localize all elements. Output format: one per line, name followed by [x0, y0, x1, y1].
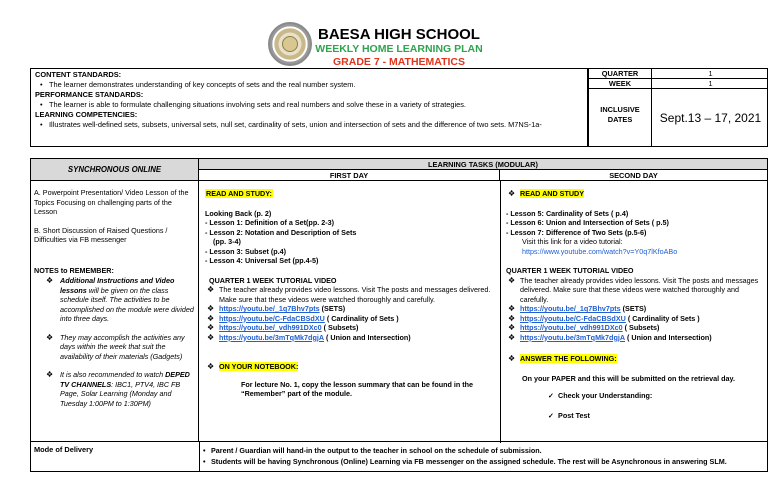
synchronous-heading: SYNCHRONOUS ONLINE	[31, 159, 198, 181]
first-day-content	[205, 185, 495, 399]
video-link-item[interactable]: ❖ https://youtu.be/_vdh991DXc0 ( Subsets)	[207, 323, 359, 332]
diamond-bullet-icon: ❖	[46, 332, 54, 342]
item-a: A. Powerpoint Presentation/ Video Lesson of the Topics Focusing on challenging parts of the Lesson	[34, 188, 189, 216]
grade-title: GRADE 7 - MATHEMATICS	[332, 56, 466, 68]
video-link[interactable]: https://youtu.be/_vdh991DXc0	[219, 323, 322, 332]
video-link[interactable]: https://youtu.be/_1q7Bhv7pts	[219, 304, 320, 313]
learning-competencies-text: • Illustrates well-defined sets, subsets, universal sets, null set, cardinality of sets, union and intersection of sets and the difference of two sets. M7NS-1a-	[35, 120, 583, 130]
first-day-tutorial-heading: QUARTER 1 WEEK TUTORIAL VIDEO	[209, 275, 337, 285]
lesson-line: - Lesson 7: Difference of Two Sets (p.5-6)	[506, 227, 647, 237]
diamond-bullet-icon: ❖	[508, 323, 516, 332]
note-2	[34, 333, 196, 362]
video-link-item[interactable]: ❖ https://youtu.be/3mTqMk7dgjA ( Union and Intersection)	[508, 332, 712, 342]
mode-of-delivery-row	[30, 442, 768, 472]
learning-plan-page	[30, 0, 768, 501]
youtube-link[interactable]: https://www.youtube.com/watch?v=Y0q7lKfoABo	[522, 246, 678, 256]
notebook-text: For lecture No. 1, copy the lesson summary that can be found in the “Remember” part of the module.	[241, 379, 474, 398]
lesson-line: - Lesson 6: Union and Intersection of Sets ( p.5)	[506, 218, 669, 227]
diamond-bullet-icon: ❖	[46, 370, 54, 379]
lesson-line: - Lesson 1: Definition of a Set(pp. 2-3)	[205, 218, 334, 227]
video-link-item[interactable]: ❖ https://youtu.be/_vdh991DXc0 ( Subsets)	[508, 323, 660, 332]
lesson-line: - Lesson 2: Notation and Description of Sets	[205, 227, 357, 237]
note-2-text: They may accomplish the activities any days within the week that suit the availability of their materials (Gadgets)	[60, 332, 185, 361]
dates-row	[588, 88, 768, 147]
answer-item	[506, 354, 764, 364]
video-link-item[interactable]: ❖ https://youtu.be/_1q7Bhv7pts (SETS)	[508, 304, 647, 313]
second-day-tutorial-text: ❖ The teacher already provides video lessons. Visit The posts and messages delivered. Make sure that these videos were watched thoroughly and carefully.	[508, 275, 759, 304]
quarter-value: 1	[651, 69, 768, 78]
diamond-bullet-icon: ❖	[508, 189, 516, 198]
plan-title: WEEKLY HOME LEARNING PLAN	[315, 43, 483, 55]
video-link-item[interactable]: ❖ https://youtu.be/3mTqMk7dgjA ( Union and Intersection)	[207, 332, 411, 342]
check-item: ✓ Post Test	[548, 410, 590, 420]
checkmark-icon: ✓	[548, 410, 555, 420]
school-name: BAESA HIGH SCHOOL	[318, 26, 480, 43]
checkmark-icon: ✓	[548, 391, 555, 400]
answer-text: On your PAPER and this will be submitted on the retrieval day.	[522, 373, 735, 383]
diamond-bullet-icon: ❖	[207, 285, 215, 294]
mode-label: Mode of Delivery	[34, 445, 94, 454]
video-link[interactable]: https://youtu.be/3mTqMk7dgjA	[520, 332, 626, 342]
second-day-read-label: READ AND STUDY	[520, 189, 585, 198]
dates-label-line2: DATES	[607, 115, 633, 124]
performance-standards-text: • The learner is able to formulate challenging situations involving sets and real numbers and solve these in a variety of strategies.	[35, 100, 583, 110]
note-1-bold: Additional Instructions and Video lessons	[60, 276, 175, 295]
note-1	[34, 276, 196, 324]
note-3-pre: It is also recommended to watch	[60, 370, 166, 379]
first-day-read-label: READ AND STUDY:	[206, 189, 272, 198]
learning-tasks-heading: LEARNING TASKS (MODULAR)	[199, 159, 767, 170]
content-standards-text: • The learner demonstrates understanding of key concepts of sets and the real number system.	[35, 80, 583, 90]
performance-standards-heading: PERFORMANCE STANDARDS:	[35, 90, 144, 99]
item-b: B. Short Discussion of Raised Questions / Difficulties via FB messenger	[34, 225, 168, 244]
standards-block	[30, 68, 588, 147]
video-link[interactable]: https://youtu.be/C-FdaCBSdXU	[520, 313, 626, 323]
video-link-item[interactable]: ❖ https://youtu.be/C-FdaCBSdXU ( Cardinality of Sets )	[207, 313, 399, 323]
diamond-bullet-icon: ❖	[207, 323, 215, 332]
notebook-label: ON YOUR NOTEBOOK:	[219, 362, 299, 371]
lesson-line: - Lesson 4: Universal Set (pp.4-5)	[205, 256, 319, 265]
note-3-bold: DEPED TV CHANNELS	[60, 370, 190, 389]
lesson-line: - Lesson 3: Subset (p.4)	[205, 246, 287, 256]
diamond-bullet-icon: ❖	[207, 304, 215, 313]
notebook-item	[205, 362, 495, 372]
dates-label	[589, 89, 651, 146]
mode-item: • Students will be having Synchronous (Online) Learning via FB messenger on the assigned schedule. The rest will be Asynchronous in answering SLM.	[203, 457, 763, 468]
synchronous-column	[31, 159, 199, 441]
second-day-content	[506, 185, 764, 420]
learning-tasks-column	[199, 159, 767, 441]
dates-label-line1: INCLUSIVE	[600, 105, 640, 114]
diamond-bullet-icon: ❖	[207, 332, 215, 342]
learning-competencies-heading: LEARNING COMPETENCIES:	[35, 110, 138, 119]
content-standards-heading: CONTENT STANDARDS:	[35, 70, 122, 79]
lesson-line: (pp. 3-4)	[213, 237, 241, 246]
week-value: 1	[651, 79, 768, 88]
diamond-bullet-icon: ❖	[207, 362, 215, 371]
video-link[interactable]: https://youtu.be/_vdh991DXc0	[520, 323, 623, 332]
second-day-read-item	[506, 189, 764, 199]
lesson-line: Looking Back (p. 2)	[205, 208, 272, 218]
first-day-tutorial-text: ❖ The teacher already provides video lessons. Visit The posts and messages delivered. Make sure that these videos were watched thoroughly and carefully.	[207, 285, 491, 304]
notes-heading: NOTES to REMEMBER:	[34, 265, 114, 275]
answer-label: ANSWER THE FOLLOWING:	[520, 354, 617, 363]
video-link[interactable]: https://youtu.be/3mTqMk7dgjA	[219, 332, 325, 342]
diamond-bullet-icon: ❖	[508, 275, 516, 285]
diamond-bullet-icon: ❖	[508, 304, 516, 313]
diamond-bullet-icon: ❖	[508, 313, 516, 323]
video-link-item[interactable]: ❖ https://youtu.be/C-FdaCBSdXU ( Cardinality of Sets )	[508, 313, 700, 323]
day-header-row	[199, 170, 767, 181]
note-3-rest: : IBC1, PTV4, IBC FB Page, Solar Learning (Monday and Tuesday 1:00PM to 1:30PM)	[60, 379, 181, 408]
note-1-rest: will be given on the class schedule itself. The activities to be accomplished on the module were divided into three days.	[60, 285, 194, 323]
video-intro: Visit this link for a video tutorial:	[522, 237, 623, 246]
diamond-bullet-icon: ❖	[46, 276, 54, 285]
check-item: ✓ Check your Understanding:	[548, 391, 653, 400]
second-day-label: SECOND DAY	[609, 171, 658, 180]
first-day-label: FIRST DAY	[199, 170, 500, 181]
diamond-bullet-icon: ❖	[508, 332, 516, 342]
note-3	[34, 370, 196, 408]
lesson-line: - Lesson 5: Cardinality of Sets ( p.4)	[506, 208, 629, 218]
video-link[interactable]: https://youtu.be/C-FdaCBSdXU	[219, 313, 325, 323]
header	[30, 0, 768, 68]
second-day-tutorial-heading: QUARTER 1 WEEK TUTORIAL VIDEO	[506, 266, 634, 275]
main-table	[30, 158, 768, 442]
diamond-bullet-icon: ❖	[508, 354, 516, 363]
video-link-item[interactable]: ❖ https://youtu.be/_1q7Bhv7pts (SETS)	[207, 304, 346, 313]
video-link[interactable]: https://youtu.be/_1q7Bhv7pts	[520, 304, 621, 313]
diamond-bullet-icon: ❖	[207, 313, 215, 323]
dates-value: Sept.13 – 17, 2021	[651, 89, 768, 146]
week-label: WEEK	[608, 79, 632, 88]
quarter-label: QUARTER	[601, 69, 639, 78]
schedule-block	[588, 68, 768, 147]
mode-item: • Parent / Guardian will hand-in the output to the teacher in school on the schedule of submission.	[203, 446, 763, 457]
